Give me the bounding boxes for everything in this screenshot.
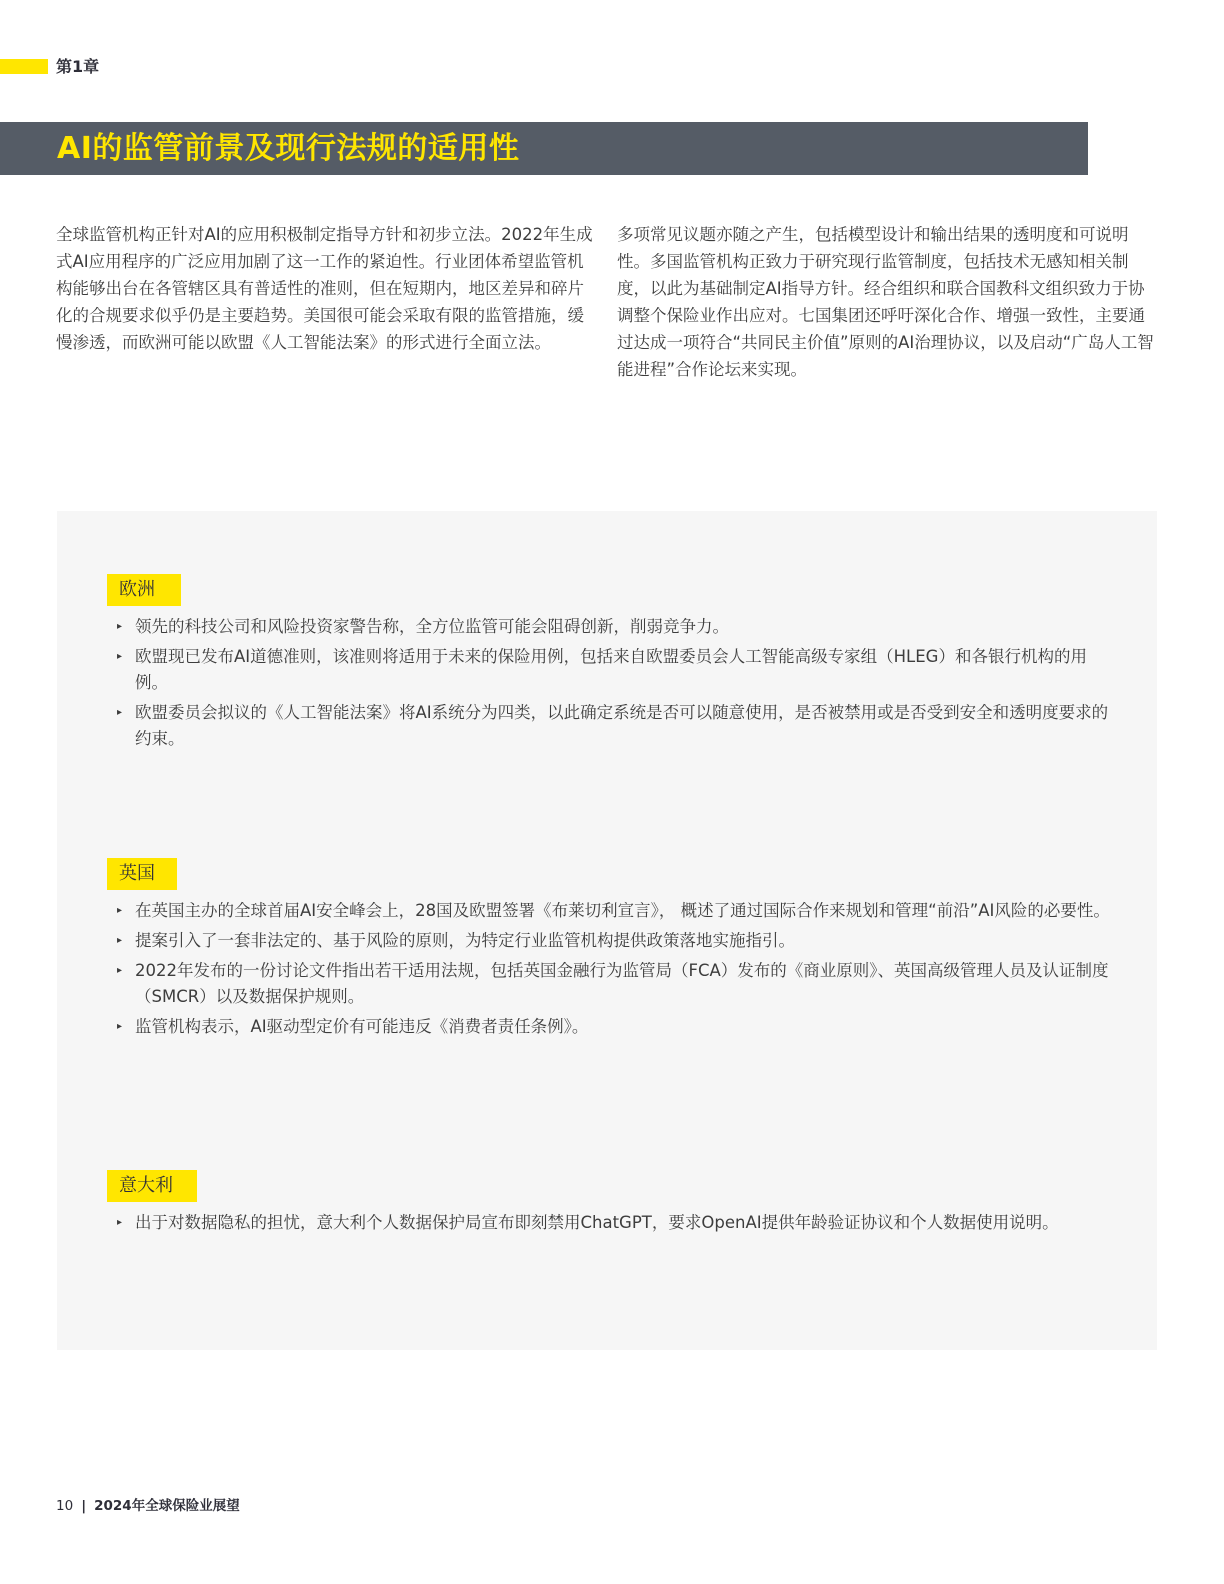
bullet-triangle-icon: ▸: [117, 1217, 123, 1228]
list-item: [107, 1014, 1117, 1040]
region-europe: [107, 574, 1117, 756]
bullet-triangle-icon: ▸: [117, 1021, 123, 1032]
bullet-triangle-icon: ▸: [117, 651, 123, 662]
region-tag-europe: 欧洲: [107, 574, 181, 606]
list-item: [107, 644, 1117, 696]
chapter-label: 第1章: [56, 57, 100, 76]
list-item-text: 出于对数据隐私的担忧，意大利个人数据保护局宣布即刻禁用ChatGPT，要求OpenAI提供年龄验证协议和个人数据使用说明。: [135, 1213, 1059, 1232]
region-europe-list: [107, 614, 1117, 752]
chapter-accent-bar: [0, 59, 48, 74]
publication-title: 2024年全球保险业展望: [94, 1498, 240, 1514]
list-item-text: 欧盟委员会拟议的《人工智能法案》将AI系统分为四类，以此确定系统是否可以随意使用，是否被禁用或是否受到安全和透明度要求的约束。: [135, 703, 1109, 748]
regional-regulation-panel: [57, 511, 1157, 1350]
region-uk-list: [107, 898, 1117, 1040]
page-number: 10: [56, 1498, 74, 1514]
list-item: [107, 614, 1117, 640]
bullet-triangle-icon: ▸: [117, 905, 123, 916]
region-italy-list: [107, 1210, 1117, 1236]
list-item: [107, 898, 1117, 924]
page-footer: [56, 1496, 240, 1516]
intro-paragraph-right: 多项常见议题亦随之产生，包括模型设计和输出结果的透明度和可说明性。多国监管机构正致力于研究现行监管制度，包括技术无感知相关制度，以此为基础制定AI指导方针。经合组织和联合国教科文组织致力于协调整个保险业作出应对。七国集团还呼吁深化合作、增强一致性，主要通过达成一项符合“共同民主价值”原则的AI治理协议，以及启动“广岛人工智能进程”合作论坛来实现。: [617, 225, 1154, 379]
region-tag-italy: 意大利: [107, 1170, 197, 1202]
region-tag-uk: 英国: [107, 858, 177, 890]
footer-separator: |: [81, 1498, 87, 1514]
page-title: AI的监管前景及现行法规的适用性: [57, 131, 520, 166]
list-item: [107, 1210, 1117, 1236]
region-uk: [107, 858, 1117, 1044]
list-item-text: 在英国主办的全球首届AI安全峰会上，28国及欧盟签署《布莱切利宣言》， 概述了通过国际合作来规划和管理“前沿”AI风险的必要性。: [135, 901, 1110, 920]
list-item-text: 欧盟现已发布AI道德准则，该准则将适用于未来的保险用例，包括来自欧盟委员会人工智能高级专家组（HLEG）和各银行机构的用例。: [135, 647, 1087, 692]
region-italy: [107, 1170, 1117, 1240]
list-item-text: 监管机构表示，AI驱动型定价有可能违反《消费者责任条例》。: [135, 1017, 589, 1036]
list-item-text: 领先的科技公司和风险投资家警告称，全方位监管可能会阻碍创新，削弱竞争力。: [135, 617, 729, 636]
list-item: [107, 958, 1117, 1010]
list-item: [107, 700, 1117, 752]
bullet-triangle-icon: ▸: [117, 621, 123, 632]
list-item-text: 提案引入了一套非法定的、基于风险的原则，为特定行业监管机构提供政策落地实施指引。: [135, 931, 795, 950]
bullet-triangle-icon: ▸: [117, 707, 123, 718]
list-item: [107, 928, 1117, 954]
bullet-triangle-icon: ▸: [117, 965, 123, 976]
intro-paragraph-left: 全球监管机构正针对AI的应用积极制定指导方针和初步立法。2022年生成式AI应用程序的广泛应用加剧了这一工作的紧迫性。行业团体希望监管机构能够出台在各管辖区具有普适性的准则，但在短期内，地区差异和碎片化的合规要求似乎仍是主要趋势。美国很可能会采取有限的监管措施，缓慢渗透，而欧洲可能以欧盟《人工智能法案》的形式进行全面立法。: [56, 225, 593, 352]
list-item-text: 2022年发布的一份讨论文件指出若干适用法规，包括英国金融行为监管局（FCA）发布的《商业原则》、英国高级管理人员及认证制度 （SMCR）以及数据保护规则。: [135, 961, 1109, 1006]
bullet-triangle-icon: ▸: [117, 935, 123, 946]
title-banner: [0, 122, 1088, 175]
